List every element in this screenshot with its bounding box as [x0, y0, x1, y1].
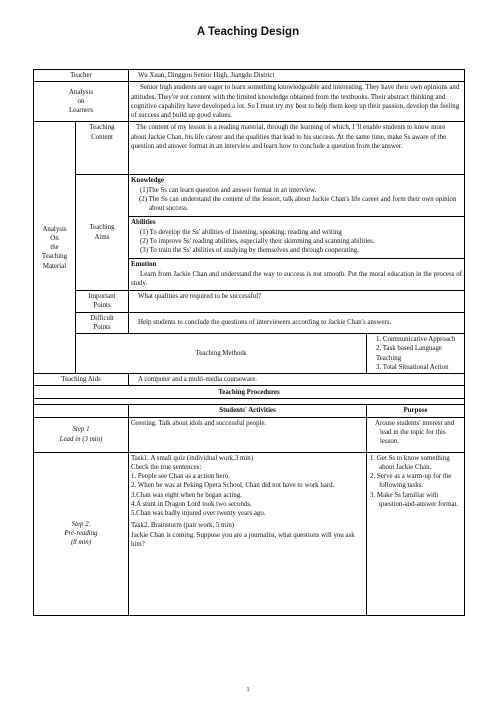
emotion-block [129, 259, 464, 290]
activity-line: 4.A stunt in Dragon Lord took two seconds. [131, 500, 252, 508]
knowledge-block [129, 175, 464, 217]
step-row [34, 452, 465, 615]
step-label-line: Step 2. [71, 520, 91, 528]
important-row [34, 291, 465, 313]
method-item: 2. Task based Language Teaching [376, 345, 442, 362]
abilities-item: (3) To train the Ss' abilities of studying by themselves and through cooperating. [140, 247, 360, 254]
teacher-label: Teacher [34, 70, 129, 82]
activity-line: 2. When he was at Peking Opera School, Chan did not have to work hard. [131, 482, 335, 490]
step-activities: Greeting. Talk about idols and successful people. [129, 417, 367, 452]
step-label-line: Pre-reading [64, 529, 98, 537]
learners-label-line: Learners [68, 107, 94, 115]
page-number: 1 [246, 686, 250, 693]
material-label-line: Teaching [41, 253, 68, 261]
important-label [76, 291, 129, 313]
teacher-value: Wu Xuan, Dinggou Senior High, Jiangdu District [129, 70, 465, 82]
procedures-heading-row [34, 386, 465, 399]
abilities-heading: Abilities [131, 219, 156, 227]
aids-label: Teaching Aids [34, 374, 129, 386]
activity-line: 1. People see Chan as a action hero. [131, 473, 230, 480]
aims-label-line: Teaching [89, 224, 115, 232]
aims-cell [129, 175, 465, 291]
procedures-heading: Teaching Procedures [34, 386, 465, 399]
method-item: 1. Communicative Approach [376, 336, 456, 343]
step-activities [129, 452, 367, 615]
material-label [34, 122, 76, 374]
abilities-item: (2) To improve Ss' reading abilities, especially their skimming and scanning abilities. [140, 237, 375, 245]
important-label-line: Important [88, 293, 116, 300]
activity-line: Check the true sentences: [131, 463, 202, 471]
activity-line: 3.Chan was eight when he began acting. [131, 491, 242, 499]
aims-row [34, 175, 465, 291]
activity-line: Task2. Brainstorm (pair work, 5 min) [131, 522, 235, 530]
important-label-line: Points [93, 302, 111, 310]
step-column-header [34, 405, 129, 417]
step-label [34, 417, 129, 452]
activity-line: Task1. A small quiz (individual work,3 min) [131, 454, 254, 462]
content-label [76, 122, 129, 175]
learners-row [34, 82, 465, 122]
aids-row [34, 374, 465, 386]
abilities-block [129, 217, 464, 259]
difficult-label-line: Difficult [90, 314, 114, 322]
knowledge-item: (2) The Ss can understand the content of the lesson, talk about Jackie Chan's life career and form their own opinion about success. [139, 195, 457, 212]
abilities-item: (1) To develop the Ss' abilities of listening, speaking, reading and writing [140, 228, 342, 236]
step-purpose: Arouse students' interest and lead in the topic for this lesson. [367, 417, 465, 452]
activity-line: 5.Chan was badly injured over twenty years ago. [131, 510, 266, 517]
teacher-row [34, 70, 465, 82]
procedures-column-header-row [34, 405, 465, 417]
methods-label: Teaching Methods [76, 334, 367, 374]
purpose-item: 3. Make Ss familiar with question-and-answer format. [370, 491, 459, 508]
document-title: A Teaching Design [196, 26, 300, 38]
purpose-item: 2. Serve as a warm-up for the following tasks. [370, 473, 452, 490]
content-label-line: Teaching [89, 124, 115, 132]
difficult-label [76, 312, 129, 334]
difficult-row [34, 312, 465, 334]
step-row [34, 417, 465, 452]
step-label [34, 452, 129, 615]
difficult-text: Help students to conclude the questions of interviewers according to Jackie Chan's answers. [129, 312, 465, 334]
knowledge-item: (1)The Ss can learn question and answer format in an interview. [140, 186, 317, 194]
content-text: The content of my lesson is a reading material, through the learning of which, I 'll enable students to know more about Jackie Chan, his life career and the qualities that lead to his success. At the same time, make Ss aware of the question and answer format in an interview and learn how to conclude a question from the answer. [129, 122, 465, 175]
step-label-line: (8 min) [70, 539, 92, 547]
purpose-column-header: Purpose [367, 405, 465, 417]
aids-value: A computer and a multi-media courseware. [129, 374, 465, 386]
knowledge-heading: Knowledge [131, 177, 164, 185]
emotion-text: Learn from Jackie Chan and understand the way to success is not smooth. Put the moral education in the process of study. [131, 270, 463, 287]
purpose-item: 1. Get Ss to know something about Jackie Chan. [370, 454, 450, 471]
step-purpose [367, 452, 465, 615]
content-label-line: Content [91, 133, 113, 141]
important-text: What qualities are required to be successful? [129, 291, 465, 313]
method-item: 3. Total Situational Action [376, 363, 449, 371]
learners-label-line: on [77, 98, 85, 106]
activity-line: Jackie Chan is coming. Suppose you are a journalist, what questions will you ask him? [131, 531, 355, 548]
step-label-line: Lead in (3 min) [59, 435, 103, 443]
material-label-line: the [50, 244, 59, 251]
content-row [34, 122, 465, 175]
difficult-label-line: Points [93, 323, 111, 331]
aims-label-line: Aims [94, 233, 110, 241]
teaching-design-table [33, 69, 465, 616]
methods-row [34, 334, 465, 374]
material-label-line: Material [42, 262, 67, 270]
learners-text: Senior high students are eager to learn something knowledgeable and interesting. They have their own opinions and attitudes. They're not content with the limited knowledge obtained from the textbooks. Their abstract thinking and cognitive capability have developed a lot. So I must try my best to help them keep up their passion, develop the feeling of success and build up good values. [129, 82, 465, 122]
methods-list [367, 334, 465, 374]
aims-label [76, 175, 129, 291]
activities-column-header: Students' Activities [129, 405, 367, 417]
learners-label-line: Analysis [68, 88, 94, 96]
step-label-line: Step 1 [72, 426, 90, 434]
material-label-line: On [50, 234, 59, 242]
learners-label [34, 82, 129, 122]
material-label-line: Analysis [42, 225, 67, 233]
emotion-heading: Emotion [131, 261, 157, 269]
